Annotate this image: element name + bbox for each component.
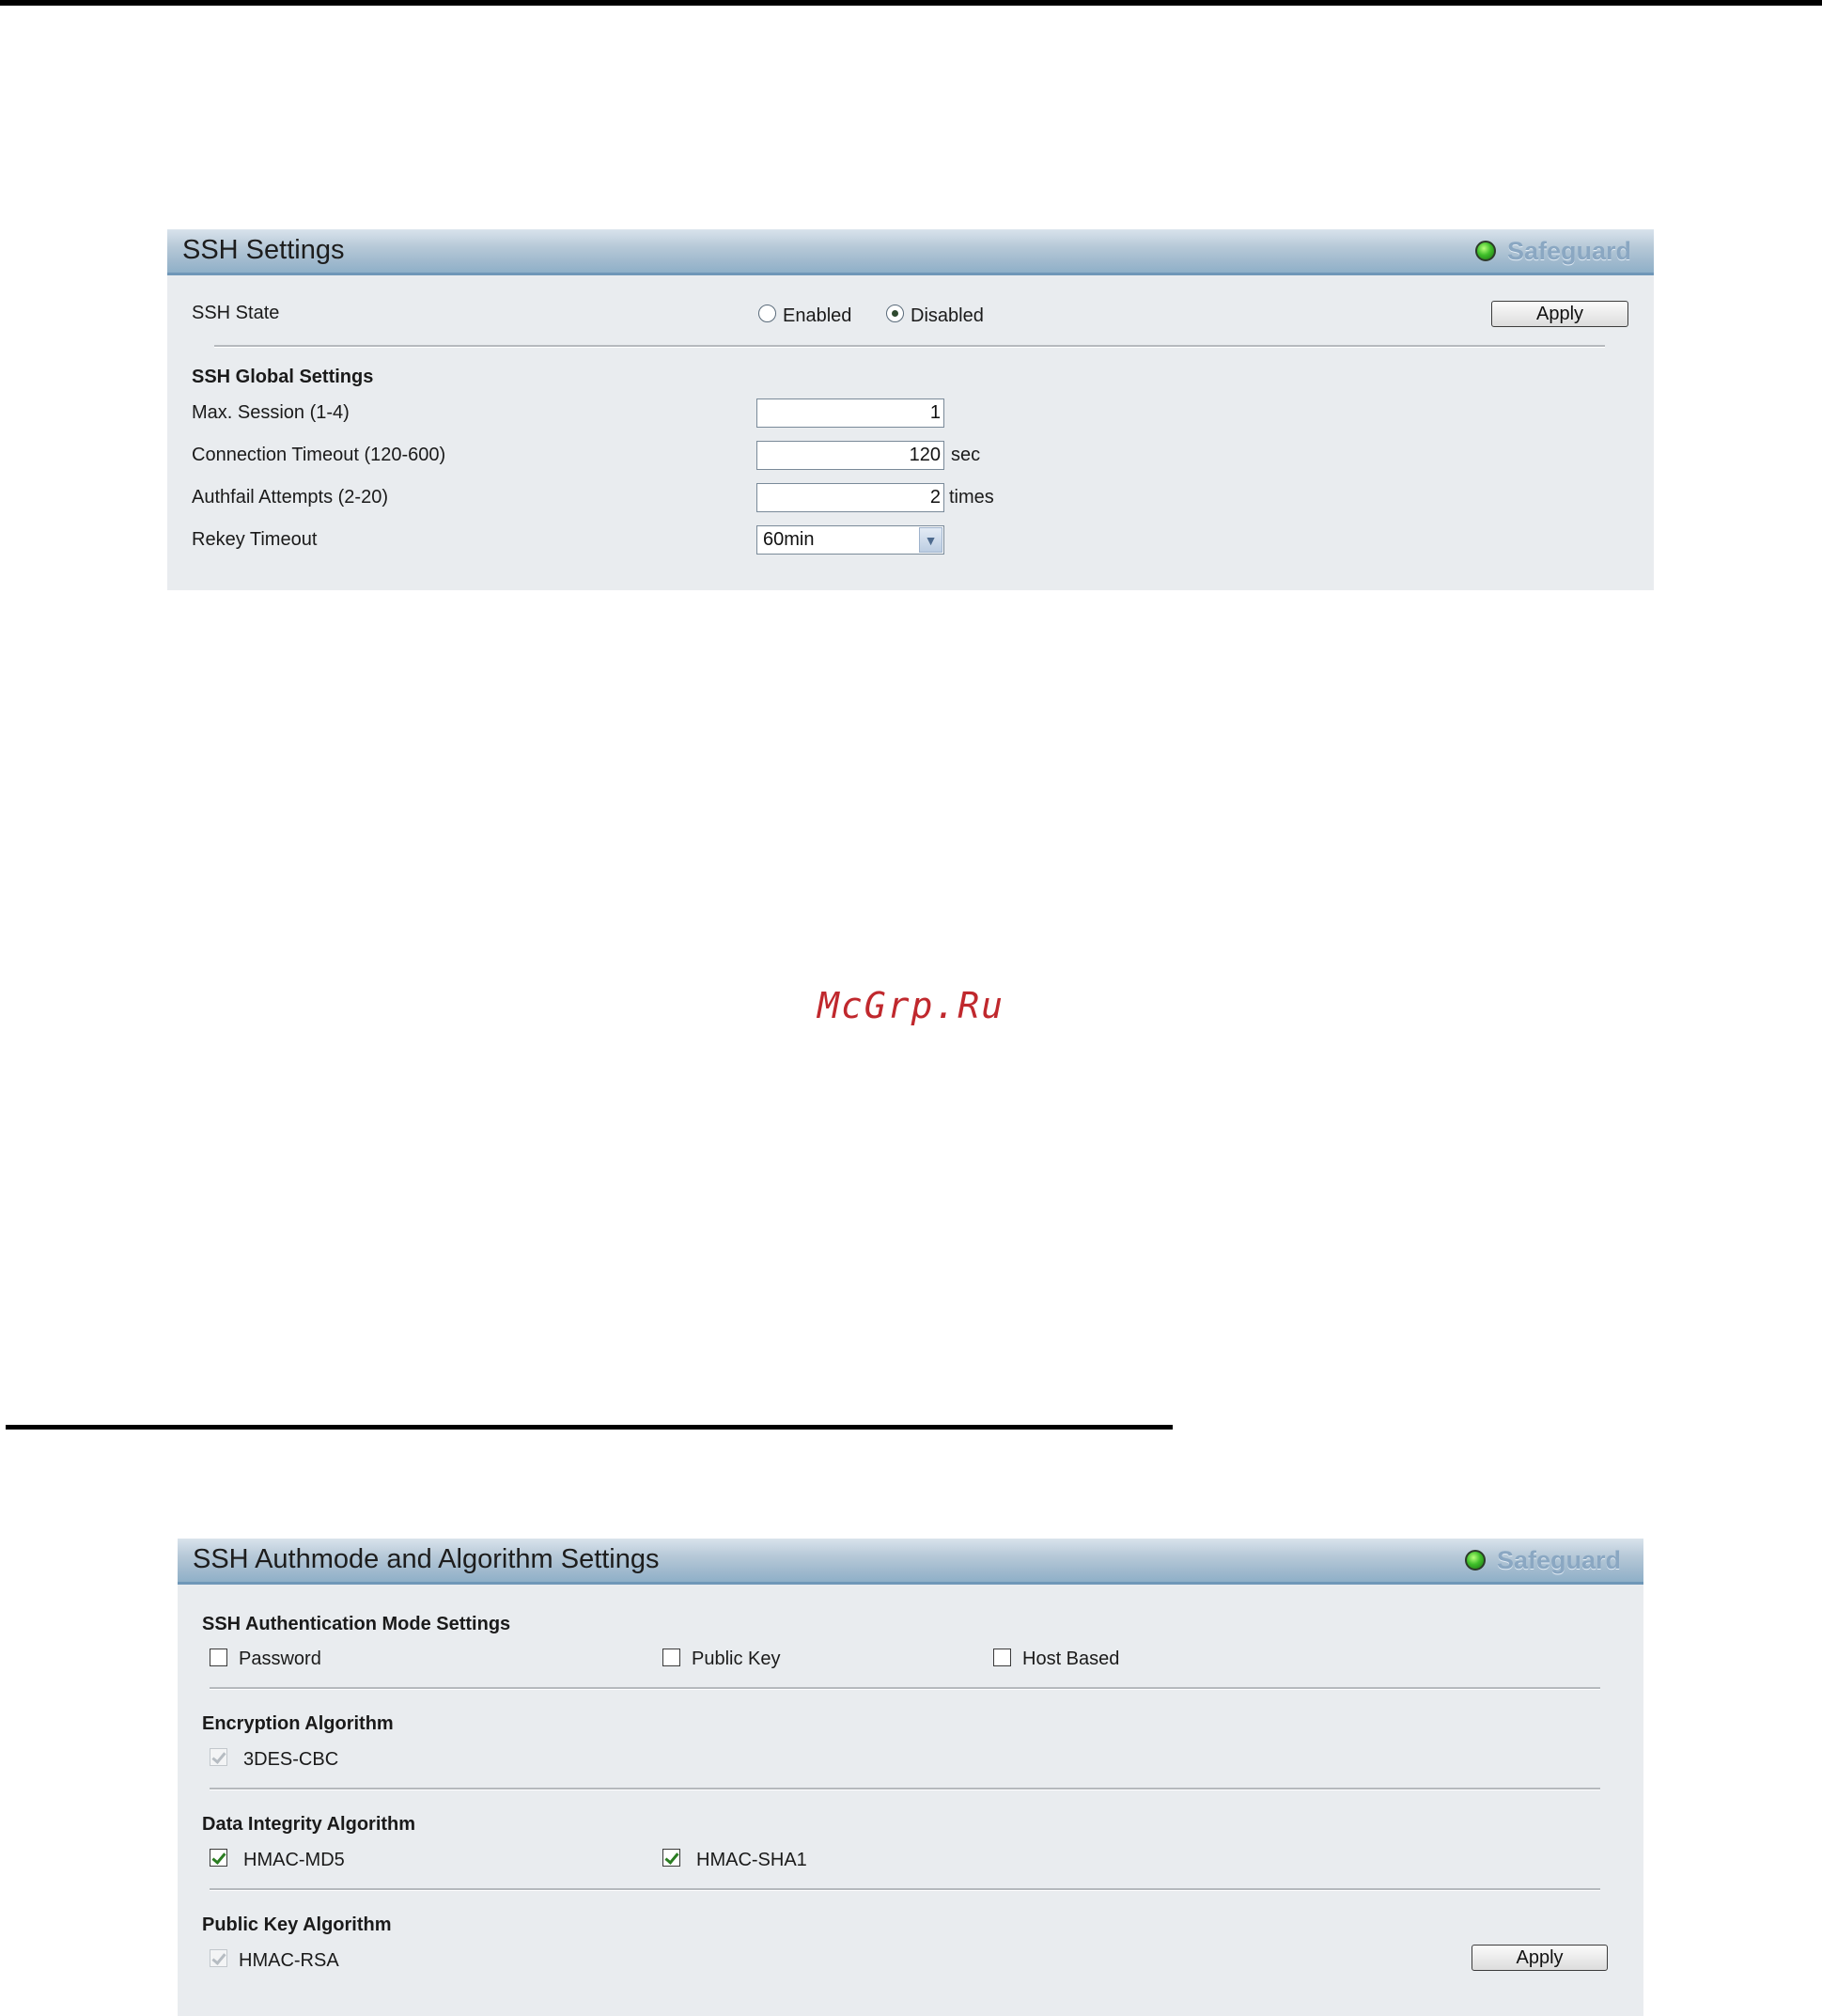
encryption-heading: Encryption Algorithm xyxy=(202,1713,394,1734)
hmac-md5-checkbox[interactable] xyxy=(210,1849,227,1867)
watermark: McGrp.Ru xyxy=(817,985,1005,1026)
rekey-timeout-label: Rekey Timeout xyxy=(192,529,318,550)
password-label: Password xyxy=(239,1649,321,1669)
divider xyxy=(210,1788,1600,1790)
hmac-rsa-label: HMAC-RSA xyxy=(239,1950,339,1971)
section-rule xyxy=(6,1425,1173,1430)
divider xyxy=(210,1888,1600,1891)
hostbased-checkbox[interactable] xyxy=(993,1649,1011,1666)
hmac-sha1-label: HMAC-SHA1 xyxy=(696,1850,807,1870)
chevron-down-icon[interactable]: ▼ xyxy=(919,527,942,553)
ssh-authmode-panel xyxy=(178,1539,1643,2016)
panel-header xyxy=(167,229,1654,275)
safeguard-indicator xyxy=(1475,234,1631,268)
safeguard-status-icon xyxy=(1475,241,1496,261)
integrity-heading: Data Integrity Algorithm xyxy=(202,1814,416,1835)
hostbased-label: Host Based xyxy=(1022,1649,1120,1669)
3des-cbc-checkbox xyxy=(210,1748,227,1766)
apply-state-button[interactable]: Apply xyxy=(1491,301,1628,327)
rekey-timeout-select[interactable] xyxy=(756,525,944,555)
radio-disabled[interactable] xyxy=(886,305,904,322)
rekey-timeout-value: 60min xyxy=(763,529,815,550)
auth-mode-heading: SSH Authentication Mode Settings xyxy=(202,1614,511,1634)
hmac-sha1-checkbox[interactable] xyxy=(662,1849,680,1867)
public-key-algorithm-heading: Public Key Algorithm xyxy=(202,1914,392,1935)
password-checkbox[interactable] xyxy=(210,1649,227,1666)
safeguard-label: Safeguard xyxy=(1496,1545,1621,1574)
radio-enabled[interactable] xyxy=(758,305,776,322)
3des-cbc-label: 3DES-CBC xyxy=(243,1749,339,1770)
ssh-settings-panel xyxy=(167,229,1654,590)
authfail-attempts-label: Authfail Attempts (2-20) xyxy=(192,487,388,508)
radio-enabled-label: Enabled xyxy=(783,305,852,326)
connection-timeout-unit: sec xyxy=(951,445,981,465)
safeguard-status-icon xyxy=(1465,1550,1486,1571)
hmac-md5-label: HMAC-MD5 xyxy=(243,1850,345,1870)
safeguard-label: Safeguard xyxy=(1506,236,1631,265)
divider xyxy=(210,1687,1600,1690)
connection-timeout-input[interactable] xyxy=(756,441,944,470)
top-rule xyxy=(0,0,1822,6)
panel-title: SSH Authmode and Algorithm Settings xyxy=(193,1544,660,1574)
authfail-attempts-input[interactable] xyxy=(756,483,944,512)
safeguard-indicator xyxy=(1465,1543,1621,1577)
max-session-label: Max. Session (1-4) xyxy=(192,402,350,423)
max-session-input[interactable] xyxy=(756,399,944,428)
apply-authmode-button[interactable]: Apply xyxy=(1472,1945,1608,1971)
radio-disabled-label: Disabled xyxy=(911,305,984,326)
global-settings-heading: SSH Global Settings xyxy=(192,367,374,387)
panel-title: SSH Settings xyxy=(182,235,345,265)
divider xyxy=(214,345,1605,348)
panel-header xyxy=(178,1539,1643,1585)
authfail-attempts-unit: times xyxy=(949,487,994,508)
ssh-state-label: SSH State xyxy=(192,303,280,323)
publickey-label: Public Key xyxy=(692,1649,781,1669)
publickey-checkbox[interactable] xyxy=(662,1649,680,1666)
hmac-rsa-checkbox xyxy=(210,1949,227,1967)
connection-timeout-label: Connection Timeout (120-600) xyxy=(192,445,446,465)
